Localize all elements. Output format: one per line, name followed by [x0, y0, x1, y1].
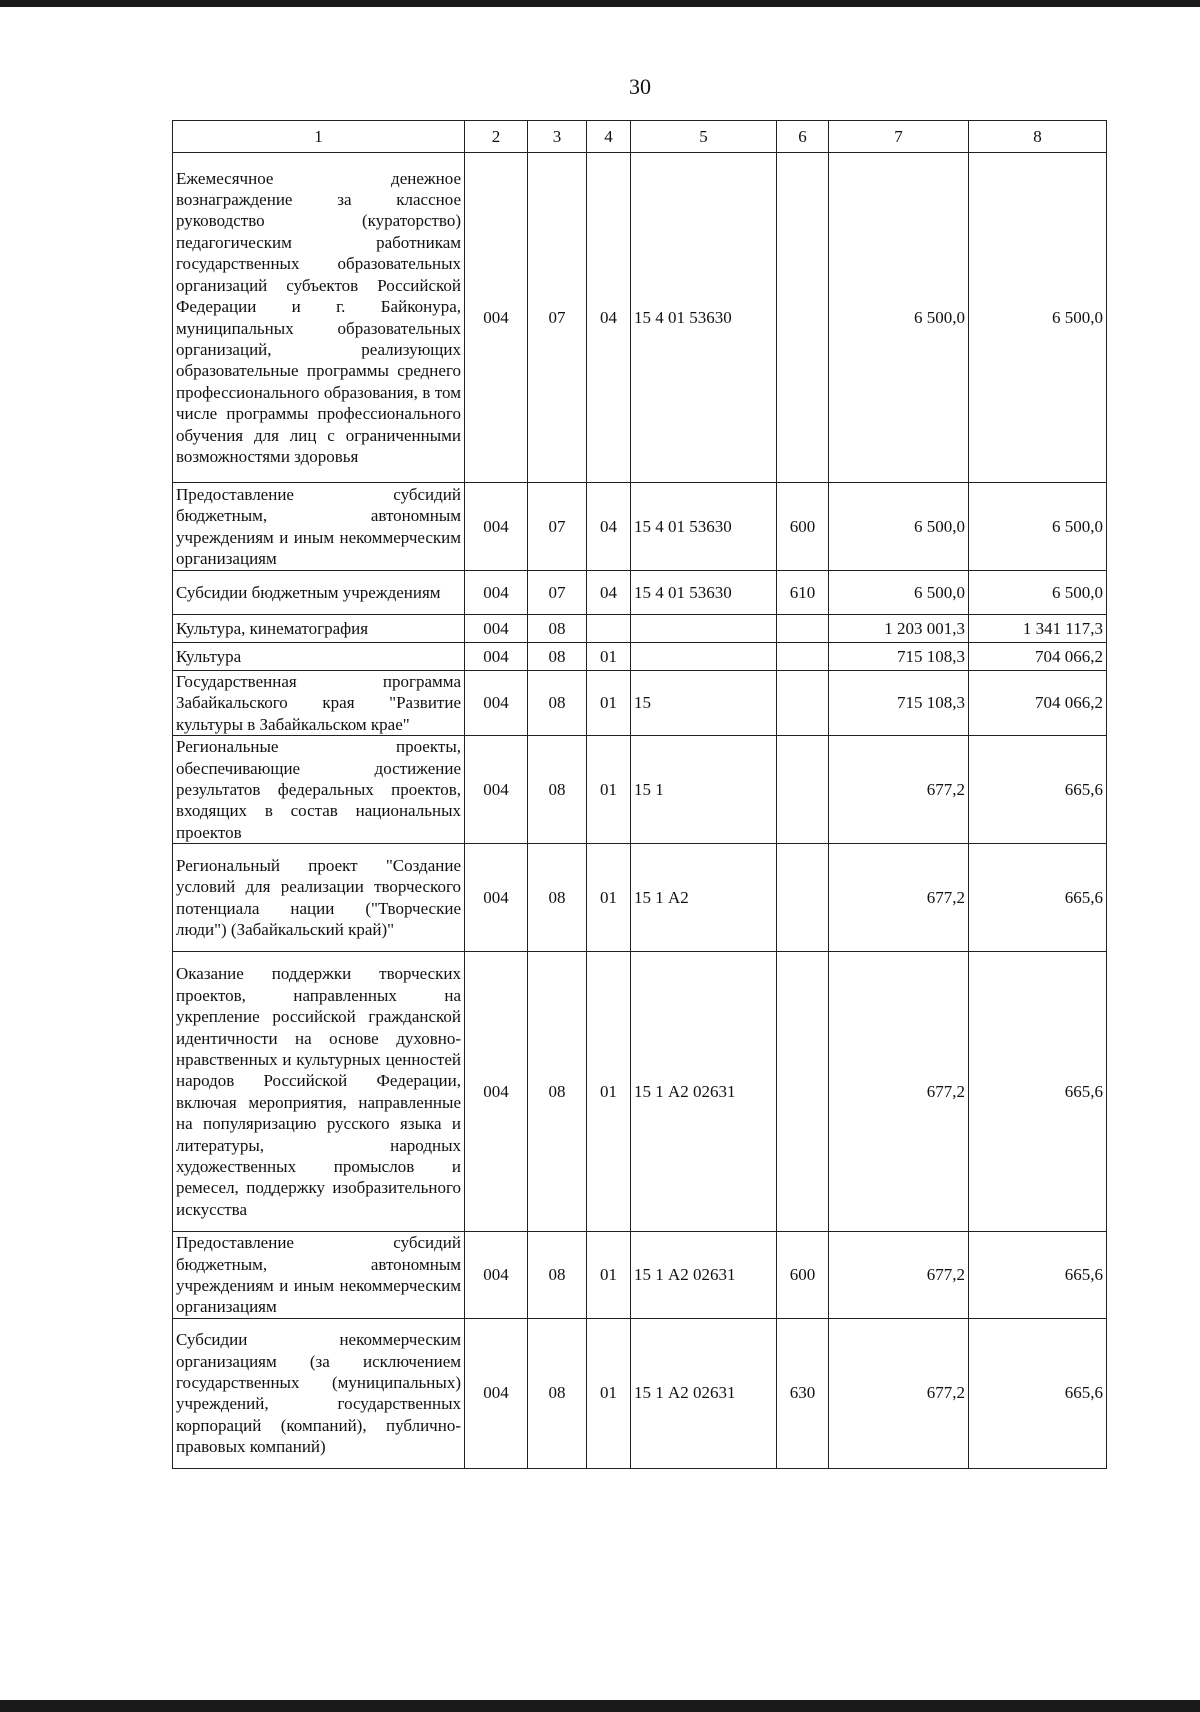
header-cell: 4	[587, 121, 631, 153]
amount-year1-cell: 677,2	[829, 736, 969, 844]
row-name-cell: Субсидии бюджетным учреждениям	[173, 571, 465, 615]
expense-type-cell: 630	[777, 1318, 829, 1468]
subsection-code-cell: 01	[587, 952, 631, 1232]
scan-edge-top	[0, 0, 1200, 7]
row-name-cell: Региональные проекты, обеспечивающие достижение результатов федеральных проектов, входящих в состав национальных проектов	[173, 736, 465, 844]
amount-year1-cell: 6 500,0	[829, 153, 969, 483]
ministry-code-cell: 004	[465, 952, 528, 1232]
subsection-code-cell: 01	[587, 643, 631, 671]
budget-table	[172, 120, 1107, 1469]
ministry-code-cell: 004	[465, 483, 528, 571]
header-cell: 2	[465, 121, 528, 153]
subsection-code-cell: 01	[587, 736, 631, 844]
amount-year2-cell: 665,6	[969, 736, 1107, 844]
target-article-cell: 15 1 А2	[631, 844, 777, 952]
table-row	[173, 736, 1107, 844]
amount-year1-cell: 6 500,0	[829, 483, 969, 571]
row-name-cell: Предоставление субсидий бюджетным, автономным учреждениям и иным некоммерческим организациям	[173, 1232, 465, 1319]
ministry-code-cell: 004	[465, 1318, 528, 1468]
row-name-cell: Предоставление субсидий бюджетным, автономным учреждениям и иным некоммерческим организациям	[173, 483, 465, 571]
amount-year2-cell: 6 500,0	[969, 571, 1107, 615]
subsection-code-cell: 04	[587, 483, 631, 571]
expense-type-cell	[777, 153, 829, 483]
header-row	[173, 121, 1107, 153]
ministry-code-cell: 004	[465, 571, 528, 615]
amount-year2-cell: 1 341 117,3	[969, 615, 1107, 643]
ministry-code-cell: 004	[465, 736, 528, 844]
subsection-code-cell: 01	[587, 671, 631, 736]
target-article-cell: 15 1 А2 02631	[631, 1232, 777, 1319]
amount-year2-cell: 6 500,0	[969, 153, 1107, 483]
section-code-cell: 07	[528, 153, 587, 483]
section-code-cell: 08	[528, 952, 587, 1232]
header-cell: 5	[631, 121, 777, 153]
amount-year1-cell: 677,2	[829, 1318, 969, 1468]
amount-year1-cell: 715 108,3	[829, 671, 969, 736]
amount-year2-cell: 704 066,2	[969, 643, 1107, 671]
expense-type-cell: 610	[777, 571, 829, 615]
amount-year2-cell: 6 500,0	[969, 483, 1107, 571]
target-article-cell: 15 4 01 53630	[631, 571, 777, 615]
section-code-cell: 08	[528, 844, 587, 952]
expense-type-cell	[777, 615, 829, 643]
section-code-cell: 08	[528, 1318, 587, 1468]
table-body	[173, 121, 1107, 1469]
amount-year1-cell: 677,2	[829, 1232, 969, 1319]
section-code-cell: 08	[528, 1232, 587, 1319]
expense-type-cell: 600	[777, 483, 829, 571]
section-code-cell: 08	[528, 671, 587, 736]
expense-type-cell: 600	[777, 1232, 829, 1319]
table-row	[173, 671, 1107, 736]
ministry-code-cell: 004	[465, 1232, 528, 1319]
row-name-cell: Культура	[173, 643, 465, 671]
ministry-code-cell: 004	[465, 153, 528, 483]
header-cell: 1	[173, 121, 465, 153]
ministry-code-cell: 004	[465, 844, 528, 952]
amount-year1-cell: 677,2	[829, 844, 969, 952]
target-article-cell: 15 4 01 53630	[631, 153, 777, 483]
expense-type-cell	[777, 643, 829, 671]
row-name-cell: Оказание поддержки творческих проектов, направленных на укрепление российской гражданской идентичности на основе духовно-нравственных и культурных ценностей народов Российской Федерации, включая мероприятия, направленные на популяризацию русского языка и литературы, народных художественных промыслов и ремесел, поддержку изобразительного искусства	[173, 952, 465, 1232]
table-row	[173, 483, 1107, 571]
section-code-cell: 07	[528, 571, 587, 615]
header-cell: 8	[969, 121, 1107, 153]
ministry-code-cell: 004	[465, 671, 528, 736]
amount-year1-cell: 677,2	[829, 952, 969, 1232]
subsection-code-cell: 04	[587, 571, 631, 615]
page-number: 30	[629, 74, 651, 99]
row-name-cell: Региональный проект "Создание условий для реализации творческого потенциала нации ("Творческие люди") (Забайкальский край)"	[173, 844, 465, 952]
scan-edge-bottom	[0, 1700, 1200, 1712]
row-name-cell: Ежемесячное денежное вознаграждение за классное руководство (кураторство) педагогическим работникам государственных образовательных организаций субъектов Российской Федерации и г. Байконура, муниципальных образовательных организаций, реализующих образовательные программы среднего профессионального образования, в том числе программы профессионального обучения для лиц с ограниченными возможностями здоровья	[173, 153, 465, 483]
target-article-cell: 15	[631, 671, 777, 736]
table-row	[173, 1232, 1107, 1319]
amount-year1-cell: 1 203 001,3	[829, 615, 969, 643]
expense-type-cell	[777, 844, 829, 952]
subsection-code-cell	[587, 615, 631, 643]
ministry-code-cell: 004	[465, 643, 528, 671]
table-row	[173, 571, 1107, 615]
amount-year1-cell: 6 500,0	[829, 571, 969, 615]
target-article-cell: 15 1 А2 02631	[631, 952, 777, 1232]
table-row	[173, 952, 1107, 1232]
table-row	[173, 153, 1107, 483]
amount-year2-cell: 665,6	[969, 952, 1107, 1232]
header-cell: 7	[829, 121, 969, 153]
table-row	[173, 844, 1107, 952]
target-article-cell	[631, 643, 777, 671]
table-row	[173, 615, 1107, 643]
amount-year2-cell: 665,6	[969, 844, 1107, 952]
target-article-cell: 15 1 А2 02631	[631, 1318, 777, 1468]
target-article-cell: 15 1	[631, 736, 777, 844]
table-row	[173, 643, 1107, 671]
ministry-code-cell: 004	[465, 615, 528, 643]
amount-year1-cell: 715 108,3	[829, 643, 969, 671]
section-code-cell: 08	[528, 643, 587, 671]
row-name-cell: Культура, кинематография	[173, 615, 465, 643]
row-name-cell: Государственная программа Забайкальского края "Развитие культуры в Забайкальском крае"	[173, 671, 465, 736]
subsection-code-cell: 01	[587, 844, 631, 952]
subsection-code-cell: 01	[587, 1232, 631, 1319]
subsection-code-cell: 01	[587, 1318, 631, 1468]
expense-type-cell	[777, 671, 829, 736]
target-article-cell: 15 4 01 53630	[631, 483, 777, 571]
section-code-cell: 08	[528, 736, 587, 844]
amount-year2-cell: 665,6	[969, 1232, 1107, 1319]
amount-year2-cell: 704 066,2	[969, 671, 1107, 736]
section-code-cell: 08	[528, 615, 587, 643]
amount-year2-cell: 665,6	[969, 1318, 1107, 1468]
subsection-code-cell: 04	[587, 153, 631, 483]
header-cell: 6	[777, 121, 829, 153]
expense-type-cell	[777, 736, 829, 844]
expense-type-cell	[777, 952, 829, 1232]
header-cell: 3	[528, 121, 587, 153]
row-name-cell: Субсидии некоммерческим организациям (за исключением государственных (муниципальных) учреждений, государственных корпораций (компаний), публично-правовых компаний)	[173, 1318, 465, 1468]
table-row	[173, 1318, 1107, 1468]
target-article-cell	[631, 615, 777, 643]
section-code-cell: 07	[528, 483, 587, 571]
